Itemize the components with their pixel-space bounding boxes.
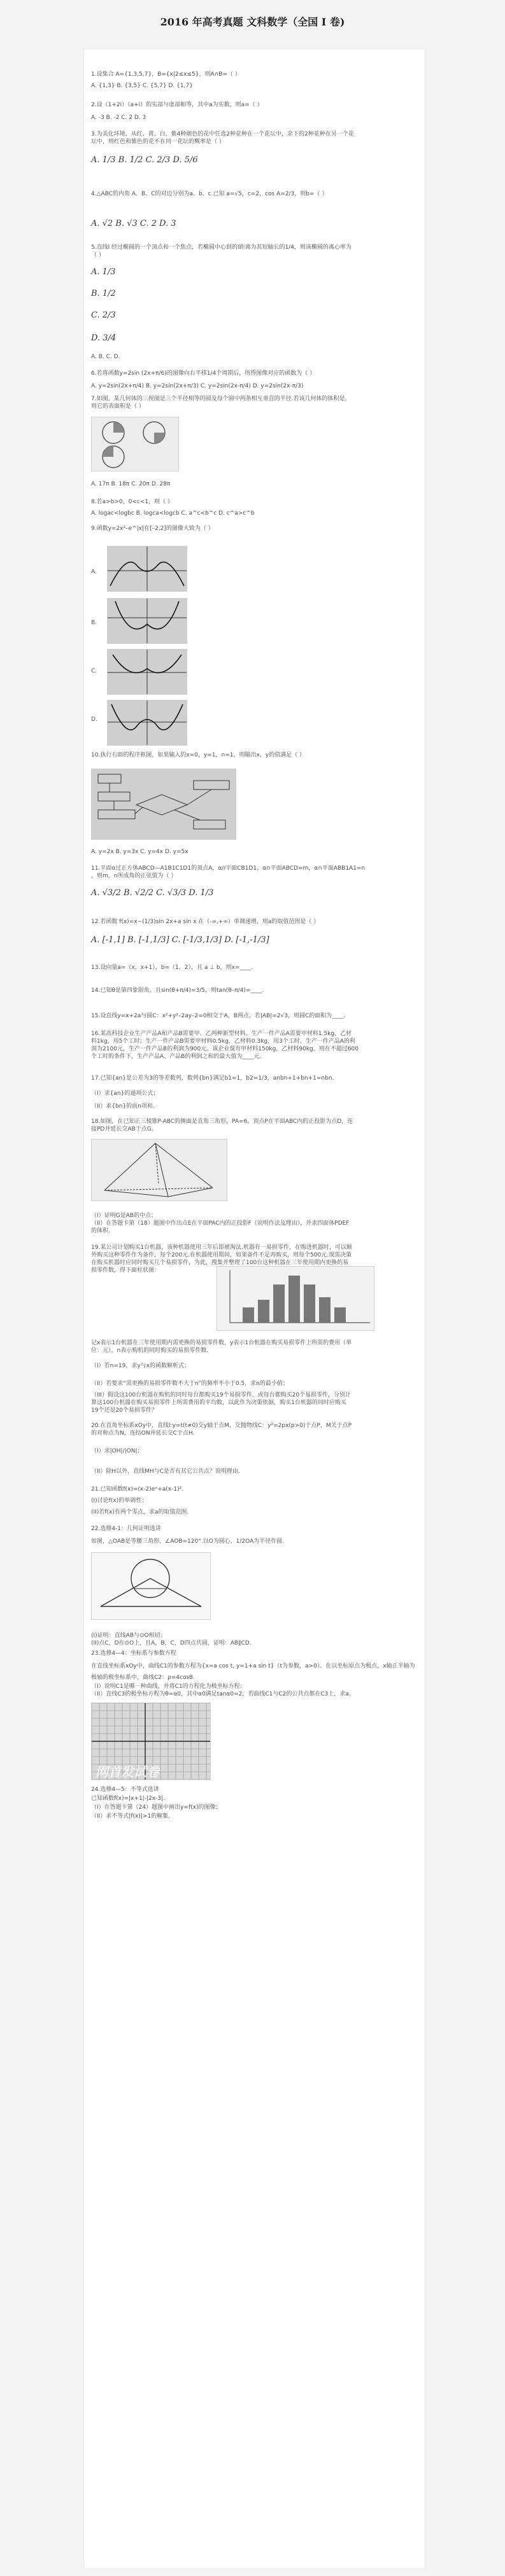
q24-grid-figure: [91, 1702, 211, 1780]
q12-text: 12.若函数 f(x)=x−(1/3)sin 2x+a sin x 在（-∞,+∞）单调递增，则a的取值范围是（ ）: [91, 919, 320, 925]
q10-options: A. y=2x B. y=3x C. y=4x D. y=5x: [91, 849, 188, 855]
q9-label-a: A.: [91, 569, 97, 575]
q12-options: A. [-1,1] B. [-1,1/3] C. [-1/3,1/3] D. [-1,-1/3]: [91, 935, 269, 945]
q18-text-3: （I）证明G是AB的中点；: [91, 1213, 157, 1219]
q17-text-2: （I）求{an}的通项公式；: [91, 1090, 159, 1097]
q16-text-3: 润为2100元，生产一件产品B的利润为900元。该企业现有甲材料150kg，乙材料90kg，则在不超过600: [91, 1046, 359, 1052]
q19-text-11: 19个还是20个易损零件？: [91, 1407, 157, 1414]
q3-text-1: 3.为美化环境，从红、黄、白、紫4种颜色的花中任选2种花种在一个花坛中，余下的2种花种在另一个花: [91, 131, 354, 137]
q4-text: 4.△ABC的内角 A、B、C的对边分别为a、b、c.已知 a=√5，c=2，cos A=2/3，则b=（ ）: [91, 191, 328, 197]
q19-text-10: 算这100台机器在购买易损零件上所需费用的平均数，以此作为决策依据，购买1台机器的同时应购买: [91, 1400, 346, 1406]
q16-text-4: 个工时的条件下，生产产品A、产品B的利润之和的最大值为____元。: [91, 1054, 266, 1060]
q9-label-b: B.: [91, 620, 97, 626]
q20-text-4: （II）除H以外，直线MH与C是否有其它公共点？说明理由.: [91, 1468, 240, 1475]
q9-graph-c: [107, 649, 187, 695]
q7-text-1: 7.如图，某几何体的三视图是三个半径相等的圆及每个圆中两条相互垂直的半径.若该几何体的体积是，: [91, 396, 351, 402]
q21-text-1: 21.已知函数f(x)=(x-2)eˣ+a(x-1)².: [91, 1486, 184, 1493]
q9-label-d: D.: [91, 716, 97, 723]
q9-label-c: C.: [91, 668, 97, 674]
q10-flowchart-figure: [91, 769, 236, 840]
q23-text-3: 极轴的极坐标系中，曲线C2：ρ=4cosθ.: [91, 1674, 195, 1681]
q15-text: 15.设直线y=x+2a与圆C：x²+y²–2ay–2=0相交于A，B两点，若|AB|=2√3，则圆C的面积为____.: [91, 1013, 346, 1019]
q1-text: 1.设集合 A={1,3,5,7}，B={x|2≤x≤5}，则A∩B=（ ）: [91, 71, 241, 78]
q18-text-5: 的体积.: [91, 1228, 110, 1234]
q19-text-1: 19.某公司计划购买1台机器，该种机器使用三年后即被淘汰.机器有一易损零件，在购进机器时，可以额: [91, 1244, 352, 1251]
q24-text-2: 已知函数f(x)=|x+1|-|2x-3|.: [91, 1795, 165, 1802]
q24-text-1: 24.选修4—5：不等式选讲: [91, 1786, 159, 1793]
q11-text-2: ，则m，n所成角的正弦值为（ ）: [91, 873, 177, 879]
q5-option-c: C. 2/3: [91, 310, 116, 320]
q18-pyramid-figure: [91, 1139, 227, 1201]
q16-text-2: 料1kg，用5个工时；生产一件产品B需要甲材料0.5kg，乙材料0.3kg，用3个工时，生产一件产品A的利: [91, 1038, 355, 1045]
q16-text-1: 16.某高科技企业生产产品A和产品B需要甲、乙两种新型材料。生产一件产品A需要甲材料1.5kg，乙材: [91, 1031, 352, 1037]
q14-text: 14.已知θ是第四象限角，且sin(θ+π/4)=3/5，则tan(θ–π/4)=____.: [91, 987, 264, 994]
q19-text-5: 记x表示1台机器在三年使用期内需更换的易损零件数，y表示1台机器在购买易损零件上所需的费用（单: [91, 1340, 352, 1346]
q21-text-2: (I)讨论f(x)的单调性；: [91, 1498, 148, 1504]
q23-text-2: 在直线坐标系xOy中，曲线C1的参数方程为{x=a cos t, y=1+a sin t}（t为参数，a>0）。在以坐标原点为极点，x轴正半轴为: [91, 1663, 415, 1669]
q5-text-2: （ ）: [91, 252, 104, 258]
q3-text-2: 坛中，则红色和紫色的花不在同一花坛的概率是（ ）: [91, 139, 225, 145]
q5-text-1: 5.直线l 经过椭圆的一个顶点和一个焦点，若椭圆中心到的l距离为其短轴长的1/4，则该椭圆的离心率为: [91, 244, 352, 251]
q7-three-views-figure: [91, 417, 179, 471]
q10-text: 10.执行右面的程序框图，如果输入的x=0，y=1，n=1，则输出x，y的值满足（ ）: [91, 752, 305, 758]
q8-options: A. logac<logbc B. logca<logcb C. a^c<b^c D. c^a>c^b: [91, 510, 255, 517]
q1-options: A. {1,3} B. {3,5} C. {5,7} D. {1,7}: [91, 83, 193, 89]
q19-text-9: （III）假设这100台机器在购机的同时每台都购买19个易损零件，或每台都购买20个易损零件，分别计: [91, 1392, 352, 1398]
q19-text-7: （I）若n=19，求y与x的函数解析式；: [91, 1363, 190, 1369]
q5-option-b: B. 1/2: [91, 289, 116, 298]
page-title: 2016 年高考真题 文科数学（全国 I 卷): [160, 16, 345, 28]
q18-text-4: （II）在答题卡第（18）题图中作出点E在平面PAC内的正投影F（说明作法及理由），并求四面体PDEF: [91, 1220, 350, 1227]
q19-text-6: 位：元），n表示购机的同时购买的易损零件数.: [91, 1347, 209, 1354]
q19-text-3: 在购买机器时应同时购买几个易损零件，为此，搜集并整理了100台这种机器在三年使用期内更换的易: [91, 1260, 349, 1266]
q19-text-2: 外购买这种零件作为备件，每个200元.在机器使用期间，如果备件不足再购买，则每个500元.现需决策: [91, 1252, 352, 1258]
q13-text: 13.设向量a=（x，x+1），b=（1，2），且 a ⊥ b，则x=____.: [91, 964, 253, 971]
q2-options: A. -3 B. -2 C. 2 D. 3: [91, 115, 146, 121]
q4-options: A. √2 B. √3 C. 2 D. 3: [91, 219, 176, 228]
q20-text-3: （I）求|OH|/|ON|；: [91, 1448, 143, 1454]
q19-text-4: 损零件数，得下面柱状图：: [91, 1267, 160, 1274]
q8-text: 8.若a>b>0，0<c<1，则（ ）: [91, 499, 173, 505]
q3-options: A. 1/3 B. 1/2 C. 2/3 D. 5/6: [91, 155, 198, 165]
q9-graph-b: [107, 598, 187, 644]
q23-text-1: 23.选修4—4：坐标系与参数方程: [91, 1650, 176, 1657]
q17-text-3: （II）求{bn}的前n项和.: [91, 1103, 155, 1110]
q11-options: A. √3/2 B. √2/2 C. √3/3 D. 1/3: [91, 888, 214, 898]
q23-text-5: （II）直线C3的极坐标方程为θ=α0，其中α0满足tanα0=2，若曲线C1与C2的公共点都在C3上，求a。: [91, 1691, 355, 1697]
q22-text-1: 22.选修4-1：几何证明选讲: [91, 1526, 162, 1532]
q9-graph-a: [107, 546, 187, 592]
q23-text-4: （I）说明C1是哪一种曲线，并将C1的方程化为极坐标方程；: [91, 1683, 246, 1690]
q18-text-2: 接PD并延长交AB于点G。: [91, 1126, 157, 1132]
q18-text-1: 18.如图，在已知正三棱锥P-ABC的侧面是直角三角形，PA=6，顶点P在平面ABC内的正投影为点D，连: [91, 1118, 353, 1125]
q21-text-3: (II)若f(x)有两个零点，求a的取值范围.: [91, 1509, 189, 1515]
q6-text: 6.若将函数y=2sin (2x+π/6)的图像向右平移1/4个周期后，所得图像对应的函数为（ ）: [91, 370, 316, 377]
q24-text-4: （II）求不等式|f(x)|>1的解集.: [91, 1813, 171, 1820]
q9-graph-d: [107, 700, 187, 746]
q9-text: 9.函数y=2x²–e^|x|在[–2,2]的图像大致为（ ）: [91, 526, 214, 532]
q19-text-8: （II）若要求“需更换的易损零件数不大于n”的频率不小于0.5，求n的最小值；: [91, 1381, 288, 1387]
q20-text-1: 20.在直角坐标系xOy中，直线l:y=t(t≠0)交y轴于点M，交抛物线C：y²=2px(p>0)于点P，M关于点P: [91, 1423, 352, 1429]
q7-text-2: 则它的表面积是（ ）: [91, 403, 145, 410]
q22-circle-figure: [91, 1552, 211, 1620]
q11-text-1: 11.平面α过正方体ABCD—A1B1C1D1的顶点A，α//平面CB1D1，α∩平面ABCD=m，α∩平面ABB1A1=n: [91, 865, 366, 872]
q19-histogram-figure: [217, 1266, 374, 1331]
q17-text-1: 17.已知{an}是公差为3的等差数列，数列{bn}满足b1=1，b2=1/3，anbn+1+bn+1=nbn.: [91, 1075, 334, 1082]
q6-options: A. y=2sin(2x+π/4) B. y=2sin(2x+π/3) C. y=2sin(2x-π/4) D. y=2sin(2x-π/3): [91, 383, 304, 389]
watermark-text: 网首发试卷: [96, 1764, 159, 1779]
q22-text-4: (II)点C，D在⊙O上，且A，B，C，D四点共圆，证明：AB∥CD.: [91, 1640, 252, 1647]
q22-text-3: (I)证明：直线AB与⊙O相切；: [91, 1633, 166, 1639]
q5-option-a: A. 1/3: [91, 267, 116, 277]
q5-answer-row: A. B. C. D.: [91, 354, 120, 360]
q24-text-3: （I）在答题卡第（24）题图中画出y=f(x)的图像；: [91, 1804, 222, 1811]
q22-text-2: 如图，△OAB是等腰三角形，∠AOB=120°.以O为圆心，1/2OA为半径作圆.: [91, 1538, 285, 1545]
q5-option-d: D. 3/4: [91, 333, 117, 343]
q7-options: A. 17π B. 18π C. 20π D. 28π: [91, 481, 171, 487]
q2-text: 2.设（1+2i）（a+i）的实部与虚部相等，其中a为实数，则a=（ ）: [91, 102, 263, 108]
q20-text-2: 的对称点为N，连结ON并延长交C于点H.: [91, 1430, 195, 1437]
